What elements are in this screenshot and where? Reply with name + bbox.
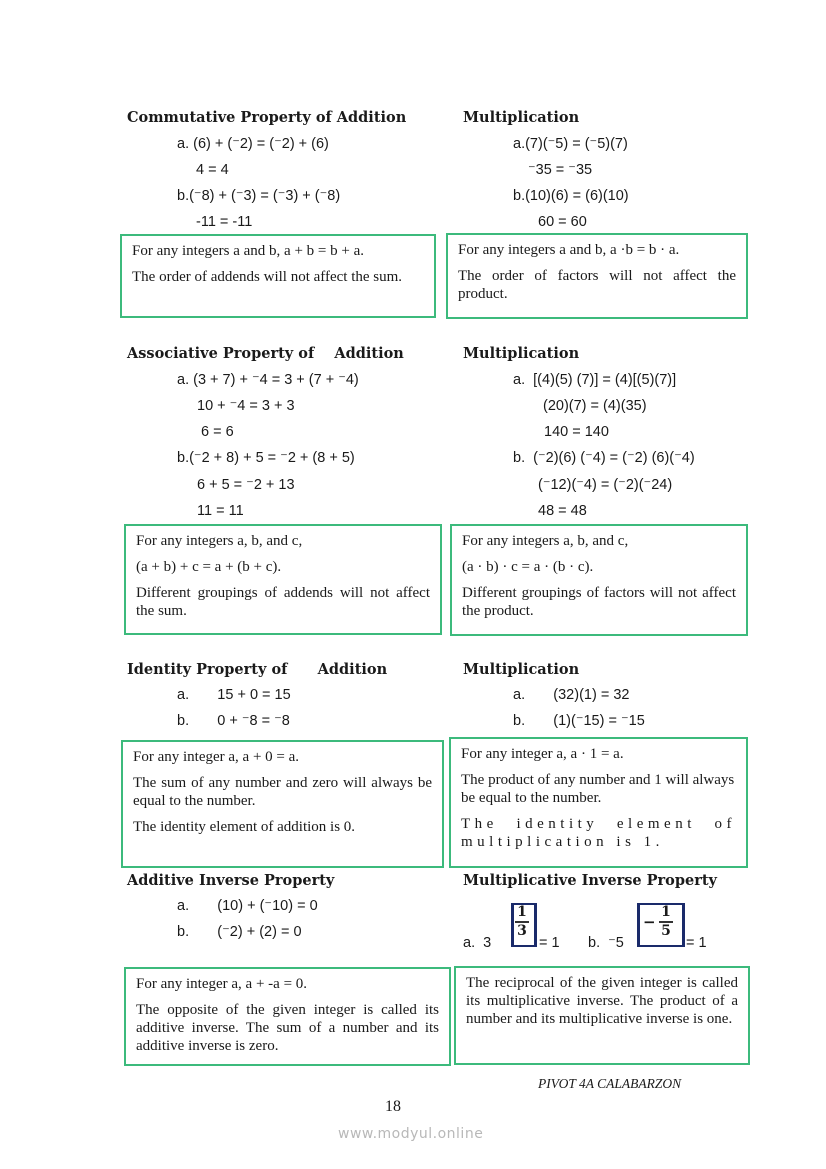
identity-add-example-a: a. 15 + 0 = 15 <box>177 687 291 703</box>
commutative-multiplication-heading: Multiplication <box>463 109 580 126</box>
definition-intro: For any integers a, b, and c, <box>462 533 629 549</box>
definition-explanation: Different groupings of addends will not affect the sum. <box>136 585 430 619</box>
commutative-addition-heading: Commutative Property of Addition <box>127 109 407 126</box>
definition-explanation: The order of factors will not affect the product. <box>458 268 736 302</box>
definition-explanation: The order of addends will not affect the sum. <box>132 269 403 285</box>
definition-rule: For any integer a, a + 0 = a. <box>133 749 300 765</box>
multiplicative-inverse-heading: Multiplicative Inverse Property <box>463 872 717 889</box>
fraction-one-third <box>515 905 529 939</box>
fraction-denominator: 3 <box>517 922 527 939</box>
fraction-one-fifth <box>659 905 673 939</box>
associative-add-result-a: 6 = 6 <box>201 424 234 440</box>
associative-multiplication-definition-box <box>450 524 748 636</box>
definition-explanation: The opposite of the given integer is called its additive inverse. The sum of a number and its additive inverse is zero. <box>136 1002 439 1054</box>
identity-addition-definition-box <box>121 740 444 868</box>
identity-addition-heading: Identity Property of Addition <box>127 661 388 678</box>
publisher-footer: PIVOT 4A CALABARZON <box>538 1076 682 1091</box>
fraction-denominator: 5 <box>661 922 671 939</box>
associative-mul-result-a: 140 = 140 <box>544 424 609 440</box>
additive-inverse-example-b: b. (⁻2) + (2) = 0 <box>177 924 302 940</box>
fraction-negative-sign: − <box>643 913 656 931</box>
identity-mul-example-b: b. (1)(⁻15) = ⁻15 <box>513 713 645 729</box>
definition-rule: For any integer a, a · 1 = a. <box>461 746 624 762</box>
associative-mul-result-b: 48 = 48 <box>538 503 587 519</box>
associative-multiplication-heading: Multiplication <box>463 345 580 362</box>
definition-rule: (a · b) · c = a · (b · c). <box>462 559 594 575</box>
definition-explanation: The sum of any number and zero will always be equal to the number. <box>133 775 432 809</box>
commutative-multiplication-definition-box <box>446 233 748 319</box>
additive-inverse-heading: Additive Inverse Property <box>127 872 335 889</box>
commutative-mul-example-b: b.(10)(6) = (6)(10) <box>513 188 629 204</box>
multiplicative-inverse-example-b-result: = 1 <box>686 935 707 951</box>
identity-mul-example-a: a. (32)(1) = 32 <box>513 687 630 703</box>
associative-mul-example-a: a. [(4)(5) (7)] = (4)[(5)(7)] <box>513 372 677 388</box>
commutative-add-example-b: b.(⁻8) + (⁻3) = (⁻3) + (⁻8) <box>177 188 341 204</box>
additive-inverse-definition-box <box>124 967 451 1066</box>
definition-intro: For any integers a, b, and c, <box>136 533 303 549</box>
identity-multiplication-definition-box <box>449 737 748 868</box>
commutative-add-example-a: a. (6) + (⁻2) = (⁻2) + (6) <box>177 136 329 152</box>
associative-mul-example-b: b. (⁻2)(6) (⁻4) = (⁻2) (6)(⁻4) <box>513 450 695 466</box>
watermark-link[interactable]: www.modyul.online <box>338 1126 484 1142</box>
identity-multiplication-heading: Multiplication <box>463 661 580 678</box>
commutative-mul-result-b: 60 = 60 <box>538 214 587 230</box>
definition-rule: (a + b) + c = a + (b + c). <box>136 559 282 575</box>
multiplicative-inverse-definition-box <box>454 966 750 1065</box>
definition-identity-element: The identity element of multiplication is 1. <box>461 816 736 850</box>
associative-add-step-a: 10 + ⁻4 = 3 + 3 <box>197 398 295 414</box>
associative-add-example-b: b.(⁻2 + 8) + 5 = ⁻2 + (8 + 5) <box>177 450 355 466</box>
fraction-numerator: 1 <box>517 904 527 920</box>
commutative-add-result-a: 4 = 4 <box>196 162 229 178</box>
definition-rule: For any integers a and b, a + b = b + a. <box>132 243 364 259</box>
fraction-numerator: 1 <box>661 904 671 920</box>
associative-mul-step-b: (⁻12)(⁻4) = (⁻2)(⁻24) <box>538 477 673 493</box>
multiplicative-inverse-example-a-prefix: a. 3 <box>463 935 492 951</box>
commutative-addition-definition-box <box>120 234 436 318</box>
definition-explanation: The product of any number and 1 will always be equal to the number. <box>461 772 735 806</box>
multiplicative-inverse-example-b-prefix: b. ⁻5 <box>588 935 624 951</box>
associative-addition-definition-box <box>124 524 442 635</box>
commutative-add-result-b: -11 = -11 <box>196 214 253 230</box>
associative-add-example-a: a. (3 + 7) + ⁻4 = 3 + (7 + ⁻4) <box>177 372 359 388</box>
associative-mul-step-a: (20)(7) = (4)(35) <box>543 398 647 414</box>
associative-add-result-b: 11 = 11 <box>197 503 244 519</box>
definition-rule: For any integers a and b, a ·b = b · a. <box>458 242 680 258</box>
definition-identity-element: The identity element of addition is 0. <box>133 819 356 835</box>
definition-explanation: Different groupings of factors will not affect the product. <box>462 585 736 619</box>
additive-inverse-example-a: a. (10) + (⁻10) = 0 <box>177 898 318 914</box>
associative-addition-heading: Associative Property of Addition <box>127 345 404 362</box>
page-number: 18 <box>385 1098 401 1115</box>
associative-add-step-b: 6 + 5 = ⁻2 + 13 <box>197 477 295 493</box>
commutative-mul-result-a: ⁻35 = ⁻35 <box>528 162 593 178</box>
multiplicative-inverse-example-a-result: = 1 <box>539 935 560 951</box>
definition-rule: For any integer a, a + -a = 0. <box>136 976 308 992</box>
identity-add-example-b: b. 0 + ⁻8 = ⁻8 <box>177 713 290 729</box>
definition-explanation: The reciprocal of the given integer is called its multiplicative inverse. The product of a number and its multiplicative inverse is one. <box>466 975 738 1027</box>
commutative-mul-example-a: a.(7)(⁻5) = (⁻5)(7) <box>513 136 628 152</box>
